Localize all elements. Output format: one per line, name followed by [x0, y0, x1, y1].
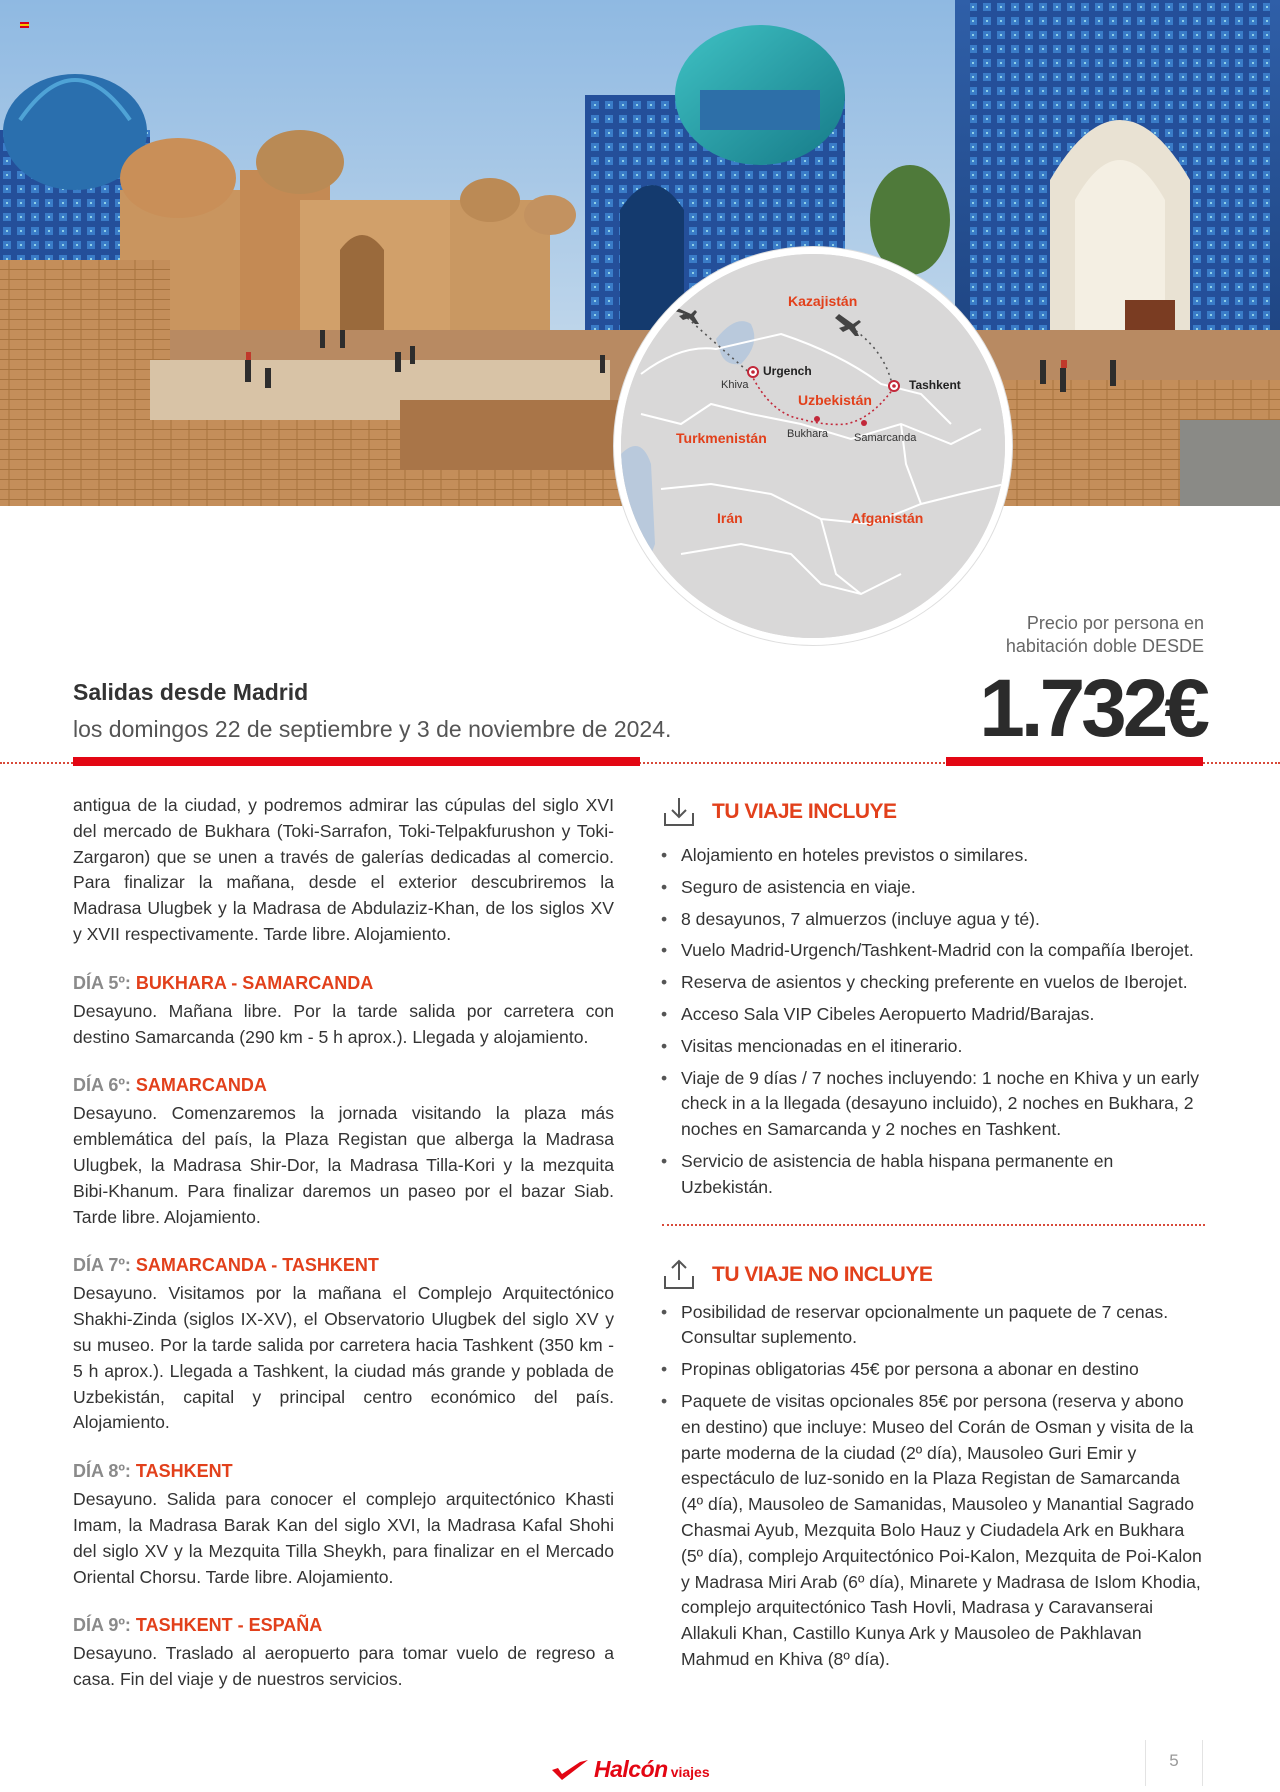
itinerary-column: [73, 793, 614, 1693]
day-text: Desayuno. Visitamos por la mañana el Complejo Arquitectónico Shakhi-Zinda (siglos IX-XV), el Observatorio Ulugbek del siglo XV y su museo. Por la tarde salida por carretera hacia Tashkent (350 km - 5 h aprox.). Llegada a Tashkent, la ciudad más grande y poblada de Uzbekistán, capital y principal centro económico del país. Alojamiento.: [73, 1283, 614, 1433]
red-rule-right: [946, 757, 1203, 766]
day-number: DÍA 6º:: [73, 1075, 136, 1096]
price-label: [884, 612, 1204, 658]
itinerary-intro: antigua de la ciudad, y podremos admirar las cúpulas del siglo XVI del mercado de Bukhara (Toki-Sarrafon, Toki-Telpakfurushon y Toki-Zargaron) que se unen a través de galerías dedicadas al comercio. Para finalizar la mañana, desde el exterior descubriremos la Madrasa Ulugbek y la Madrasa de Abdulaziz-Khan, de los siglos XV y XVII respectivamente. Tarde libre. Alojamiento.: [73, 795, 614, 944]
itinerary-day: [73, 1459, 614, 1590]
upload-tray-icon: [660, 1256, 698, 1294]
spain-flag-icon: [20, 22, 29, 28]
itinerary-day: [73, 1253, 614, 1436]
map-city-tashkent: Tashkent: [909, 378, 961, 392]
itinerary-day: [73, 971, 614, 1051]
city-marker: [814, 416, 820, 422]
day-text: Desayuno. Salida para conocer el complejo arquitectónico Khasti Imam, la Madrasa Barak Kan del siglo XVI, la Madrasa Kafal Shohi del siglo XV y la Mezquita Tilla Sheykh, para finalizar en el Mercado Oriental Chorsu. Tarde libre. Alojamiento.: [73, 1489, 614, 1587]
price-value: 1.732€: [979, 663, 1206, 754]
itinerary-day: [73, 1613, 614, 1693]
price-label-line1: Precio por persona en: [1026, 613, 1204, 633]
list-item: • Vuelo Madrid-Urgench/Tashkent-Madrid con la compañía Iberojet.: [660, 938, 1205, 964]
list-item: • Paquete de visitas opcionales 85€ por persona (reserva y abono en destino) que incluye: Museo del Corán de Osman y visita de la parte moderna de la ciudad (2º día), Mausoleo Guri Emir y espectáculo de luz-sonido en la Plaza Registan de Samarcanda (4º día), Mausoleo de Samanidas, Mausoleo y Manantial Sagrado Chasmai Ayub, Mezquita Bolo Hauz y Ciudadela Ark en Bukhara (5º día), complejo Arquitectónico Poi-Kalon, Mezquita de Poi-Kalon y Madrasa Miri Arab (6º día), Minarete y Madrasa de Islom Khodia, complejo arquitectónico Tash Hovli, Madrasa y Caravanserai Allakuli Khan, Castillo Kunya Ark y Mausoleo de Pakhlavan Mahmud en Khiva (8º día).: [660, 1389, 1205, 1673]
map-city-bukhara: Bukhara: [787, 428, 828, 440]
download-tray-icon: [660, 793, 698, 831]
list-item: • 8 desayunos, 7 almuerzos (incluye agua y té).: [660, 907, 1205, 933]
brand-name: Halcón: [594, 1756, 668, 1782]
day-heading: [73, 1613, 614, 1638]
day-text: Desayuno. Comenzaremos la jornada visitando la plaza más emblemática del país, la Plaza Registan que alberga la Madrasa Ulugbek, la Madrasa Shir-Dor, la Madrasa Tilla-Kori y la mezquita Bibi-Khanum. Para finalizar daremos un paseo por el bazar Siab. Tarde libre. Alojamiento.: [73, 1103, 614, 1227]
price-label-line2: habitación doble DESDE: [1005, 636, 1204, 656]
list-item: • Seguro de asistencia en viaje.: [660, 875, 1205, 901]
day-heading: [73, 1459, 614, 1484]
day-number: DÍA 8º:: [73, 1461, 136, 1482]
city-marker: [748, 367, 758, 377]
map-label-afghanistan: Afganistán: [851, 510, 924, 526]
map-label-uzbekistan: Uzbekistán: [798, 392, 872, 408]
day-text: Desayuno. Traslado al aeropuerto para tomar vuelo de regreso a casa. Fin del viaje y de nuestros servicios.: [73, 1643, 614, 1690]
section-divider: [662, 1224, 1205, 1226]
list-item: • Posibilidad de reservar opcionalmente un paquete de 7 cenas. Consultar suplemento.: [660, 1300, 1205, 1352]
excludes-title: TU VIAJE NO INCLUYE: [712, 1262, 933, 1286]
departures-title: Salidas desde Madrid: [73, 679, 309, 705]
day-place: SAMARCANDA - TASHKENT: [135, 1255, 379, 1276]
city-marker: [861, 420, 867, 426]
day-place: BUKHARA - SAMARCANDA: [135, 972, 374, 993]
map-terrain: [621, 254, 1005, 638]
map-city-urgench: Urgench: [763, 364, 812, 378]
red-rule-left: [73, 757, 640, 766]
includes-header: [660, 793, 1205, 831]
day-number: DÍA 9º:: [73, 1615, 136, 1636]
caspian-sea: [621, 446, 655, 584]
day-heading: [73, 971, 614, 996]
map-label-turkmenistan: Turkmenistán: [676, 430, 767, 446]
itinerary-day: [73, 1073, 614, 1230]
list-item: • Viaje de 9 días / 7 noches incluyendo: 1 noche en Khiva y un early check in a la llegada (desayuno incluido), 2 noches en Bukhara, 2 noches en Samarcanda y 2 noches en Tashkent.: [660, 1066, 1205, 1143]
departure-dates: los domingos 22 de septiembre y 3 de noviembre de 2024.: [73, 716, 672, 742]
day-place: TASHKENT - ESPAÑA: [135, 1615, 323, 1636]
list-item: • Visitas mencionadas en el itinerario.: [660, 1034, 1205, 1060]
list-item: • Acceso Sala VIP Cibeles Aeropuerto Madrid/Barajas.: [660, 1002, 1205, 1028]
day-place: SAMARCANDA: [135, 1075, 267, 1096]
halcon-bird-icon: [550, 1758, 590, 1782]
halcon-logo: [550, 1756, 710, 1783]
day-number: DÍA 7º:: [73, 1255, 136, 1276]
includes-title: TU VIAJE INCLUYE: [712, 800, 897, 824]
map-label-kazakhstan: Kazajistán: [788, 293, 858, 309]
day-text: Desayuno. Mañana libre. Por la tarde salida por carretera con destino Samarcanda (290 km - 5 h aprox.). Llegada y alojamiento.: [73, 1000, 614, 1047]
city-marker: [889, 381, 899, 391]
inclusions-column: [660, 793, 1205, 1679]
day-number: DÍA 5º:: [73, 972, 136, 993]
includes-list: [660, 843, 1205, 1201]
excludes-list: [660, 1300, 1205, 1673]
day-heading: [73, 1073, 614, 1098]
map-label-iran: Irán: [717, 510, 743, 526]
list-item: • Reserva de asientos y checking preferente en vuelos de Iberojet.: [660, 970, 1205, 996]
map-city-samarcanda: Samarcanda: [854, 432, 917, 444]
day-place: TASHKENT: [135, 1461, 233, 1482]
brand-subtitle: viajes: [670, 1764, 710, 1780]
route-map: [614, 247, 1012, 645]
page-number: 5: [1145, 1740, 1203, 1786]
excludes-header: [660, 1256, 1205, 1294]
day-heading: [73, 1253, 614, 1278]
map-city-khiva: Khiva: [721, 379, 749, 391]
list-item: • Servicio de asistencia de habla hispana permanente en Uzbekistán.: [660, 1149, 1205, 1201]
list-item: • Propinas obligatorias 45€ por persona a abonar en destino: [660, 1357, 1205, 1383]
list-item: • Alojamiento en hoteles previstos o similares.: [660, 843, 1205, 869]
